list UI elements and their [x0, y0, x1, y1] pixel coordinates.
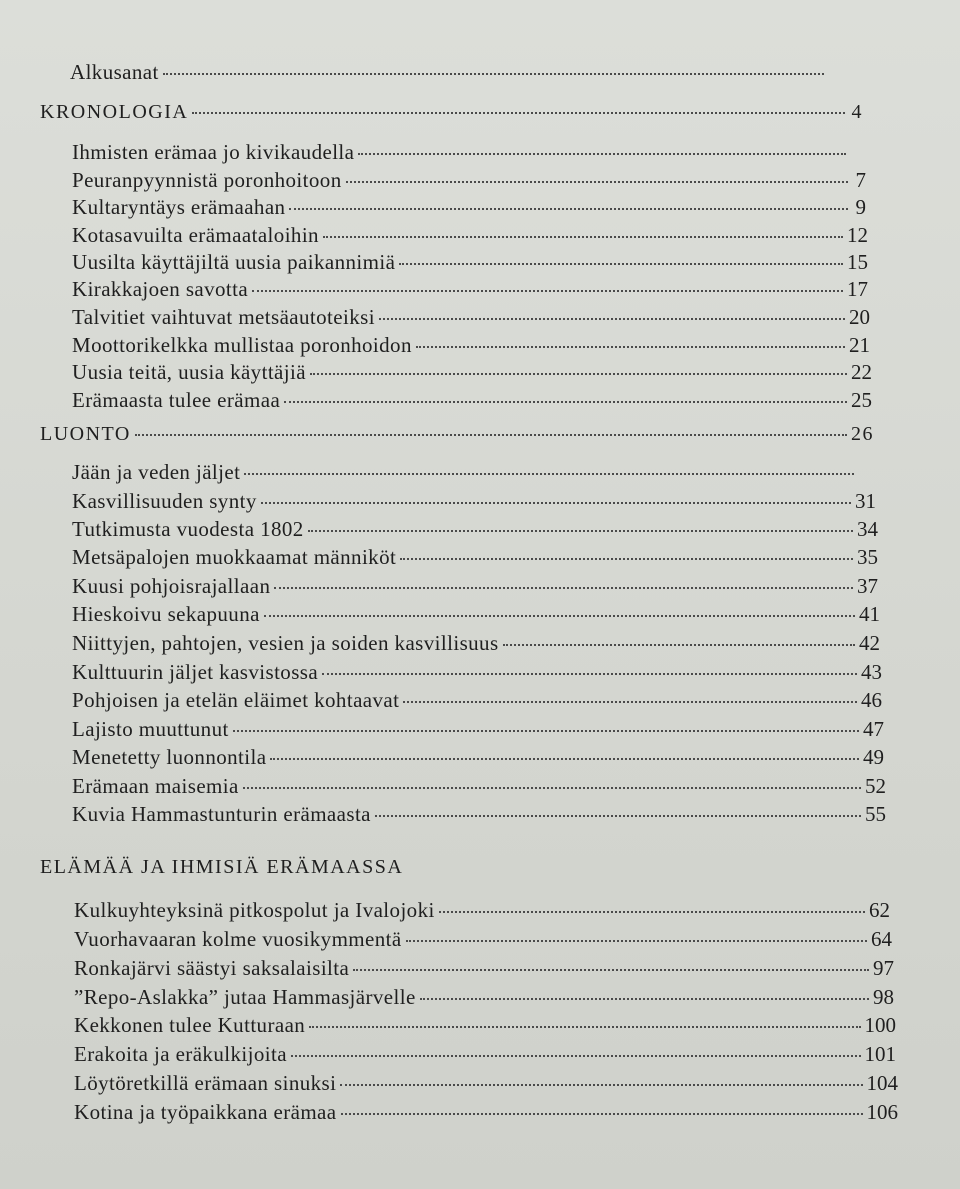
toc-entry-page: 17: [847, 277, 868, 301]
toc-entry: [74, 985, 894, 1010]
toc-entry: [72, 774, 886, 799]
dot-leader: [358, 152, 846, 155]
toc-entry-page: 62: [869, 898, 890, 922]
dot-leader: [274, 586, 853, 589]
toc-entry: [72, 602, 880, 627]
toc-entry-page: 35: [857, 545, 878, 569]
toc-entry: [74, 956, 894, 981]
toc-entry: [72, 223, 868, 248]
dot-leader: [375, 814, 861, 817]
toc-entry: [72, 388, 872, 413]
toc-entry-page: 34: [857, 517, 878, 541]
toc-entry-page: 49: [863, 745, 884, 769]
dot-leader: [403, 700, 857, 703]
toc-entry-title: Uusia teitä, uusia käyttäjiä: [72, 360, 306, 384]
toc-entry: [72, 545, 878, 570]
toc-entry: [72, 140, 864, 165]
toc-entry-title: Erämaan maisemia: [72, 774, 239, 798]
toc-entry-title: Kulttuurin jäljet kasvistossa: [72, 660, 319, 684]
toc-entry: [74, 927, 892, 952]
toc-entry-title: Ihmisten erämaa jo kivikaudella: [72, 140, 355, 164]
toc-entry: [72, 574, 878, 599]
toc-entry: [72, 460, 872, 485]
dot-leader: [341, 1112, 863, 1115]
toc-entry: [72, 688, 882, 713]
dot-leader: [399, 262, 843, 265]
toc-entry-title: ”Repo-Aslakka” jutaa Hammasjärvelle: [74, 985, 416, 1009]
toc-entry-title: Löytöretkillä erämaan sinuksi: [74, 1071, 337, 1095]
toc-entry-title: Hieskoivu sekapuuna: [72, 602, 260, 626]
toc-entry-title: Kotasavuilta erämaataloihin: [72, 223, 319, 247]
toc-entry-title: Erakoita ja eräkulkijoita: [74, 1042, 287, 1066]
toc-entry-page: 21: [849, 333, 870, 357]
toc-entry: [74, 1042, 896, 1067]
toc-entry-title: Alkusanat: [70, 60, 159, 84]
toc-entry-page: 55: [865, 802, 886, 826]
toc-entry: [72, 168, 866, 193]
toc-entry-title: Kirakkajoen savotta: [72, 277, 249, 301]
toc-entry-page: 22: [851, 360, 872, 384]
dot-leader: [379, 317, 845, 320]
toc-entry-page: 7: [855, 168, 866, 192]
toc-entry-title: Menetetty luonnontila: [72, 745, 267, 769]
dot-leader: [340, 1083, 862, 1086]
section-heading-page: 4: [851, 101, 863, 123]
toc-entry: [72, 517, 878, 542]
toc-entry: [74, 898, 890, 923]
dot-leader: [420, 997, 869, 1000]
toc-entry-title: Ronkajärvi säästyi saksalaisilta: [74, 956, 350, 980]
toc-entry-page: 12: [847, 223, 868, 247]
dot-leader: [252, 289, 843, 292]
toc-entry: [72, 250, 868, 275]
toc-entry-title: Kasvillisuuden synty: [72, 489, 257, 513]
toc-entry-title: Peuranpyynnistä poronhoitoon: [72, 168, 342, 192]
dot-leader: [400, 557, 853, 560]
toc-entry: [72, 333, 870, 358]
toc-entry-title: Tutkimusta vuodesta 1802: [72, 517, 304, 541]
dot-leader: [244, 472, 854, 475]
toc-entry: [74, 1013, 896, 1038]
section-heading-luonto: [40, 423, 874, 446]
dot-leader: [163, 72, 824, 75]
dot-leader: [264, 614, 855, 617]
toc-entry-page: 46: [861, 688, 882, 712]
dot-leader: [284, 400, 847, 403]
toc-entry: [74, 1100, 898, 1125]
dot-leader: [346, 180, 848, 183]
toc-entry-title: Talvitiet vaihtuvat metsäautoteiksi: [72, 305, 375, 329]
toc-entry-page: 43: [861, 660, 882, 684]
toc-entry-title: Jään ja veden jäljet: [72, 460, 241, 484]
toc-entry: [72, 631, 880, 656]
dot-leader: [233, 729, 859, 732]
toc-entry-page: 104: [866, 1071, 898, 1095]
toc-entry-title: Kuusi pohjoisrajallaan: [72, 574, 271, 598]
toc-entry-page: 47: [863, 717, 884, 741]
toc-entry-page: 97: [873, 956, 894, 980]
toc-entry-page: 106: [866, 1100, 898, 1124]
toc-entry: [72, 277, 868, 302]
dot-leader: [289, 207, 848, 210]
toc-entry-page: 101: [864, 1042, 896, 1066]
toc-entry-title: Kulkuyhteyksinä pitkospolut ja Ivalojoki: [74, 898, 435, 922]
section-heading-elamaa: [40, 856, 500, 879]
dot-leader: [243, 786, 861, 789]
toc-entry: [74, 1071, 898, 1096]
dot-leader: [310, 372, 847, 375]
toc-entry: [72, 745, 884, 770]
toc-entry-title: Niittyjen, pahtojen, vesien ja soiden kasvillisuus: [72, 631, 499, 655]
toc-entry-title: Lajisto muuttunut: [72, 717, 229, 741]
toc-entry-title: Kultaryntäys erämaahan: [72, 195, 286, 219]
toc-entry-page: 20: [849, 305, 870, 329]
toc-entry-title: Kuvia Hammastunturin erämaasta: [72, 802, 371, 826]
toc-entry-title: Vuorhavaaran kolme vuosikymmentä: [74, 927, 402, 951]
toc-entry: [72, 305, 870, 330]
toc-entry: [72, 802, 886, 827]
dot-leader: [135, 433, 847, 436]
toc-entry-page: 42: [859, 631, 880, 655]
dot-leader: [270, 757, 859, 760]
dot-leader: [322, 672, 857, 675]
toc-entry-page: 9: [855, 195, 866, 219]
toc-entry-title: Metsäpalojen muokkaamat männiköt: [72, 545, 397, 569]
dot-leader: [192, 111, 845, 114]
toc-entry-title: Moottorikelkka mullistaa poronhoidon: [72, 333, 412, 357]
dot-leader: [261, 501, 851, 504]
toc-entry-page: 98: [873, 985, 894, 1009]
toc-entry-title: Kotina ja työpaikkana erämaa: [74, 1100, 337, 1124]
toc-entry-page: 25: [851, 388, 872, 412]
toc-entry-page: 15: [847, 250, 868, 274]
toc-entry-page: 37: [857, 574, 878, 598]
section-heading-kronologia: [40, 101, 863, 124]
toc-entry-title: Erämaasta tulee erämaa: [72, 388, 281, 412]
toc-entry-preface: [70, 60, 842, 85]
toc-entry: [72, 660, 882, 685]
dot-leader: [323, 235, 843, 238]
dot-leader: [309, 1025, 860, 1028]
dot-leader: [503, 643, 855, 646]
section-heading-title: LUONTO: [40, 423, 131, 445]
toc-entry-page: 52: [865, 774, 886, 798]
dot-leader: [439, 910, 865, 913]
toc-entry: [72, 195, 866, 220]
toc-entry-title: Pohjoisen ja etelän eläimet kohtaavat: [72, 688, 400, 712]
toc-entry: [72, 717, 884, 742]
dot-leader: [291, 1054, 861, 1057]
dot-leader: [308, 529, 853, 532]
section-heading-title: ELÄMÄÄ JA IHMISIÄ ERÄMAASSA: [40, 856, 404, 878]
toc-entry-title: Uusilta käyttäjiltä uusia paikannimiä: [72, 250, 396, 274]
dot-leader: [353, 968, 869, 971]
toc-entry-page: 31: [855, 489, 876, 513]
toc-entry-title: Kekkonen tulee Kutturaan: [74, 1013, 306, 1037]
toc-entry-page: 41: [859, 602, 880, 626]
dot-leader: [416, 345, 845, 348]
toc-entry: [72, 360, 872, 385]
toc-entry-page: 100: [864, 1013, 896, 1037]
toc-entry: [72, 489, 876, 514]
section-heading-page: 26: [851, 423, 874, 445]
toc-entry-page: 64: [871, 927, 892, 951]
dot-leader: [406, 939, 867, 942]
section-heading-title: KRONOLOGIA: [40, 101, 189, 123]
